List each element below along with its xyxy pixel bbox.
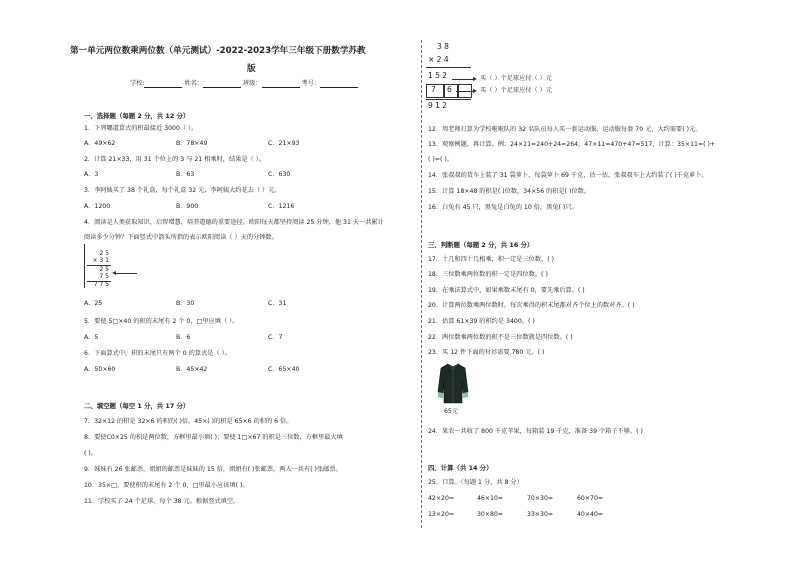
question-8-cont: ( )。 bbox=[84, 450, 97, 457]
question-13: 13．观察例题，再计算。例：24×11=240+24=264，47×11=470+47=517，计算：35×11=( )+ bbox=[428, 141, 716, 148]
rcalc-row-2: × 2 4 bbox=[428, 55, 449, 64]
question-11: 11．学校买了 24 个足球，每个 38 元。根据竖式填空。 bbox=[84, 498, 240, 505]
question-17: 17．十几和四十几相乘，积一定是三位数。( ) bbox=[428, 256, 555, 263]
question-9: 9．妹妹有 26 张邮票，姐姐的邮票是妹妹的 15 倍，姐姐有( )张邮票，两人一共有( )张邮票。 bbox=[84, 466, 342, 473]
question-2: 2．计算 21×33，用 31 个位上的 3 与 21 相乘时，结果是（ ）。 bbox=[84, 156, 265, 163]
rcalc-row-1: 3 8 bbox=[437, 42, 449, 51]
question-13-cont: ( )=( )。 bbox=[428, 156, 453, 163]
option-1a: A．49×62 bbox=[84, 140, 116, 147]
question-7: 7．32×12 的积是 32×6 的积的( )倍，45×( )的积是 65×6 的积的 6 倍。 bbox=[84, 418, 293, 425]
rcalc-row-3: 1 5 2 bbox=[428, 71, 448, 80]
student-info bbox=[130, 80, 358, 88]
oral-calc-3: 70×30= bbox=[527, 495, 554, 502]
arrow-line bbox=[115, 273, 137, 274]
option-2b: B．63 bbox=[176, 171, 195, 178]
column-divider bbox=[421, 40, 422, 528]
calc-line: 7 7 5 bbox=[93, 281, 109, 288]
option-2a: A．3 bbox=[84, 171, 99, 178]
section-1-heading: 一、选择题（每题 2 分，共 12 分） bbox=[84, 112, 190, 120]
question-10: 10．35×□，要使积的末尾有 2 个 0，□里最小应该填( )。 bbox=[84, 482, 249, 489]
option-1c: C．21×93 bbox=[268, 140, 300, 147]
option-6a: A．50×60 bbox=[84, 366, 116, 373]
section-4-heading: 四、计算（共 14 分） bbox=[428, 464, 493, 472]
oral-calc-7: 33×30= bbox=[527, 511, 554, 518]
option-4a: A．25 bbox=[84, 300, 103, 307]
rcalc-row-4a: 7 bbox=[431, 85, 436, 94]
question-22: 22．两位数乘两位数的积不是三位数就是四位数。( ) bbox=[428, 334, 573, 341]
oral-calc-8: 40×40= bbox=[577, 511, 604, 518]
arrow-line bbox=[452, 79, 474, 80]
section-3-heading: 三、判断题（每题 2 分，共 16 分） bbox=[428, 241, 534, 249]
question-14: 14．张叔叔的货车上装了 31 袋萝卜，每袋萝卜 69 千克，估一估，张叔叔车上大约装了( )千克萝卜。 bbox=[428, 172, 708, 179]
question-15: 15．计算 18×48 的积是( )位数，34×56 的积是( )位数。 bbox=[428, 188, 591, 195]
calc-line: 7 5 bbox=[99, 273, 109, 280]
option-4c: C．31 bbox=[268, 300, 287, 307]
answer-line-2: 买（ ）个足球应付（ ）元 bbox=[480, 87, 552, 94]
question-4-cont: 阅读多少分钟？下面竖式中箭头所指的表示欧阳阅读（ ）天的分钟数。 bbox=[84, 234, 278, 241]
question-18: 18．三位数乘两位数的积一定是四位数。( ) bbox=[428, 271, 548, 278]
option-2c: C．630 bbox=[268, 171, 291, 178]
option-5b: B．6 bbox=[176, 334, 191, 341]
option-1b: B．78×49 bbox=[176, 140, 208, 147]
oral-calc-5: 13×20= bbox=[428, 511, 455, 518]
jacket-image bbox=[437, 362, 469, 404]
option-6b: B．45×42 bbox=[176, 366, 208, 373]
name-field[interactable] bbox=[203, 81, 241, 88]
school-field[interactable] bbox=[144, 81, 182, 88]
class-field[interactable] bbox=[262, 81, 300, 88]
question-8: 8．要使C0×25 的积是两位数，方框里最小填( )；要使 1□×67 的积是三位数，方框里最大填 bbox=[84, 434, 343, 441]
rcalc-rule bbox=[426, 67, 471, 68]
number-field[interactable] bbox=[320, 81, 358, 88]
arrow-line bbox=[456, 91, 474, 92]
price-label: 65元 bbox=[444, 408, 459, 415]
page-title-cont: 版 bbox=[247, 64, 256, 74]
number-label: 考号： bbox=[301, 80, 321, 87]
question-1: 1．下列哪道算式的积最接近 3000（ ）。 bbox=[84, 125, 198, 132]
question-16: 16．白兔有 45 只，黑兔是白兔的 10 倍，黑兔( )只。 bbox=[428, 204, 578, 211]
option-4b: B．30 bbox=[176, 300, 195, 307]
rcalc-row-4b: 6 bbox=[447, 85, 452, 94]
rcalc-row-5: 9 1 2 bbox=[428, 101, 448, 110]
name-label: 姓名： bbox=[184, 80, 203, 87]
option-5c: C．7 bbox=[268, 334, 283, 341]
calc-line: 2 5 bbox=[99, 266, 109, 273]
option-3b: B．900 bbox=[176, 203, 199, 210]
arrow-head-icon bbox=[473, 89, 477, 93]
question-4: 4．阅读是人类获取知识、启智增慧、培养道德的重要途径。欧阳每天都坚持阅读 25 分钟，他 31 天一共累计 bbox=[84, 219, 384, 226]
answer-line-1: 买（ ）个足球应付（ ）元 bbox=[480, 75, 552, 82]
question-20: 20．计算两位数乘两位数时，每次乘得的积末尾都对齐个位上的数对齐。( ) bbox=[428, 302, 635, 309]
page-title: 第一单元两位数乘两位数（单元测试）-2022-2023学年三年级下册数学苏教 bbox=[70, 46, 366, 56]
question-12: 12．周老师打算为学校啦啦队的 32 名队员每人买一套运动服，运动服每套 70 元，大约需要( )元。 bbox=[428, 126, 702, 133]
option-3c: C．1216 bbox=[268, 203, 295, 210]
oral-calc-4: 60×70= bbox=[577, 495, 604, 502]
question-19: 19．在乘法算式中，如果乘数末尾有 0，要先乘后算。( ) bbox=[428, 287, 585, 294]
class-label: 班级： bbox=[242, 80, 262, 87]
oral-calc-1: 42×20= bbox=[428, 495, 455, 502]
calc-line: 2 5 bbox=[99, 250, 109, 257]
option-5a: A．5 bbox=[84, 334, 99, 341]
section-2-heading: 二、填空题（每空 1 分，共 17 分） bbox=[84, 402, 190, 410]
question-23: 23．买 12 件下面的衬衫需要 780 元。( ) bbox=[428, 349, 545, 356]
question-25: 25．口算。（每题 1 分，共 8 分） bbox=[428, 479, 523, 486]
arrow-head-icon bbox=[473, 77, 477, 81]
question-21: 21．估算 61×39 的积约是 3400。( ) bbox=[428, 318, 535, 325]
school-label: 学校: bbox=[130, 80, 145, 87]
option-3a: A．1200 bbox=[84, 203, 111, 210]
oral-calc-2: 46×10= bbox=[477, 495, 504, 502]
question-6: 6．下面算式中，积的末尾只有两个 0 的算式是（ ）。 bbox=[84, 350, 231, 357]
vertical-calculation bbox=[84, 244, 113, 288]
question-5: 5．要使 5□×40 的积的末尾有 2 个 0，□里应填（ ）。 bbox=[84, 318, 239, 325]
option-6c: C．65×40 bbox=[268, 366, 300, 373]
question-24: 24．果农一共收了 800 千克苹果，每箱装 19 千克，准备 39 个箱子不够。( ) bbox=[428, 428, 643, 435]
calc-line: × 3 1 bbox=[92, 257, 109, 264]
question-3: 3．李阿姨买了 38 个礼盒，每个礼盒 32 元，李阿姨大约花去（ ）元。 bbox=[84, 187, 281, 194]
oral-calc-6: 30×80= bbox=[477, 511, 504, 518]
